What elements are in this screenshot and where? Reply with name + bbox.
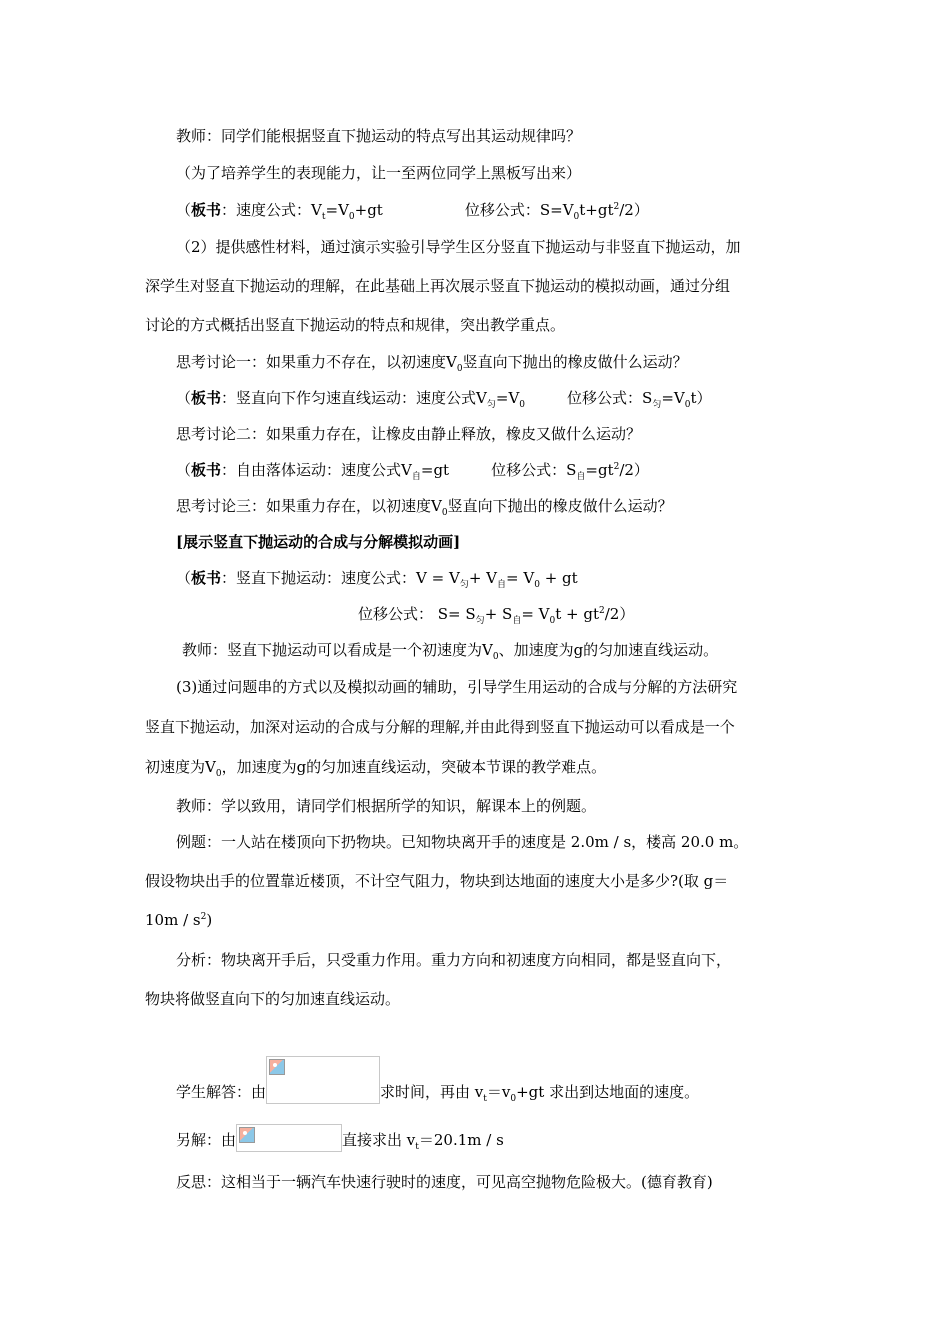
example-line: 假设物块出手的位置靠近楼顶，不计空气阻力，物块到达地面的速度大小是多少?(取 g＝ [145, 872, 729, 890]
discussion-line: 思考讨论三：如果重力存在，以初速度$V_0$竖直向下抛出的橡皮做什么运动？ [176, 497, 673, 518]
board-note-line: （板书：速度公式：$V_t=V_0+gt$ 位移公式：$S=V_0t+gt^2/2$） [176, 201, 649, 222]
example-line: 例题：一人站在楼顶向下扔物块。已知物块离开手的速度是 2.0m / s，楼高 20.0 m。 [176, 833, 749, 851]
board-note-line: 位移公式： $S= S_匀+ S_自= V_0t + gt^2/2$） [358, 605, 635, 626]
paragraph-line: 讨论的方式概括出竖直下抛运动的特点和规律，突出教学重点。 [145, 316, 566, 334]
paragraph-line: 初速度为$V_0$，加速度为g的匀加速直线运动，突破本节课的教学难点。 [145, 758, 607, 779]
paragraph-line: 教师：学以致用，请同学们根据所学的知识，解课本上的例题。 [176, 797, 597, 815]
broken-image-icon [239, 1127, 255, 1143]
formula-image [266, 1056, 380, 1104]
analysis-line: 物块将做竖直向下的匀加速直线运动。 [145, 990, 401, 1008]
paragraph-line: 竖直下抛运动，加深对运动的合成与分解的理解,并由此得到竖直下抛运动可以看成是一个 [145, 718, 735, 736]
paragraph-line: (3)通过问题串的方式以及模拟动画的辅助，引导学生用运动的合成与分解的方法研究 [176, 678, 738, 696]
discussion-line: 思考讨论二：如果重力存在，让橡皮由静止释放，橡皮又做什么运动？ [176, 425, 642, 443]
broken-image-icon [269, 1059, 285, 1075]
analysis-line: 分析：物块离开手后，只受重力作用。重力方向和初速度方向相同，都是竖直向下， [176, 951, 732, 969]
example-line: $10m / s^2$) [145, 911, 213, 929]
board-note-line: （板书：竖直向下作匀速直线运动：速度公式$V_匀=V_0$ 位移公式：$S_匀=V_0t$） [176, 389, 712, 410]
discussion-line: 思考讨论一：如果重力不存在，以初速度$V_0$竖直向下抛出的橡皮做什么运动？ [176, 353, 688, 374]
paragraph-line: （2）提供感性材料，通过演示实验引导学生区分竖直下抛运动与非竖直下抛运动，加 [176, 238, 741, 256]
section-heading: [展示竖直下抛运动的合成与分解模拟动画] [176, 533, 461, 551]
reflection-line: 反思：这相当于一辆汽车快速行驶时的速度，可见高空抛物危险极大。(德育教育) [176, 1173, 713, 1191]
board-note-line: （板书：自由落体运动：速度公式$V_自=gt$ 位移公式：$S_自=gt^2/2$） [176, 461, 649, 482]
formula-image [236, 1124, 342, 1152]
answer-line: 另解：由 直接求出 $v_t=20.1m / s$ [176, 1124, 504, 1150]
answer-line: 学生解答：由 求时间，再由 $v_t=v_0+gt$ 求出到达地面的速度。 [176, 1056, 699, 1102]
paragraph-line: 教师：竖直下抛运动可以看成是一个初速度为$V_0$、加速度为g的匀加速直线运动。 [182, 641, 719, 662]
paragraph-line: 深学生对竖直下抛运动的理解，在此基础上再次展示竖直下抛运动的模拟动画，通过分组 [145, 277, 731, 295]
paragraph-line: （为了培养学生的表现能力，让一至两位同学上黑板写出来） [176, 164, 582, 182]
board-note-line: （板书：竖直下抛运动：速度公式：$V = V_匀+ V_自= V_0$ + gt [176, 569, 578, 590]
paragraph-line: 教师：同学们能根据竖直下抛运动的特点写出其运动规律吗？ [176, 127, 582, 145]
